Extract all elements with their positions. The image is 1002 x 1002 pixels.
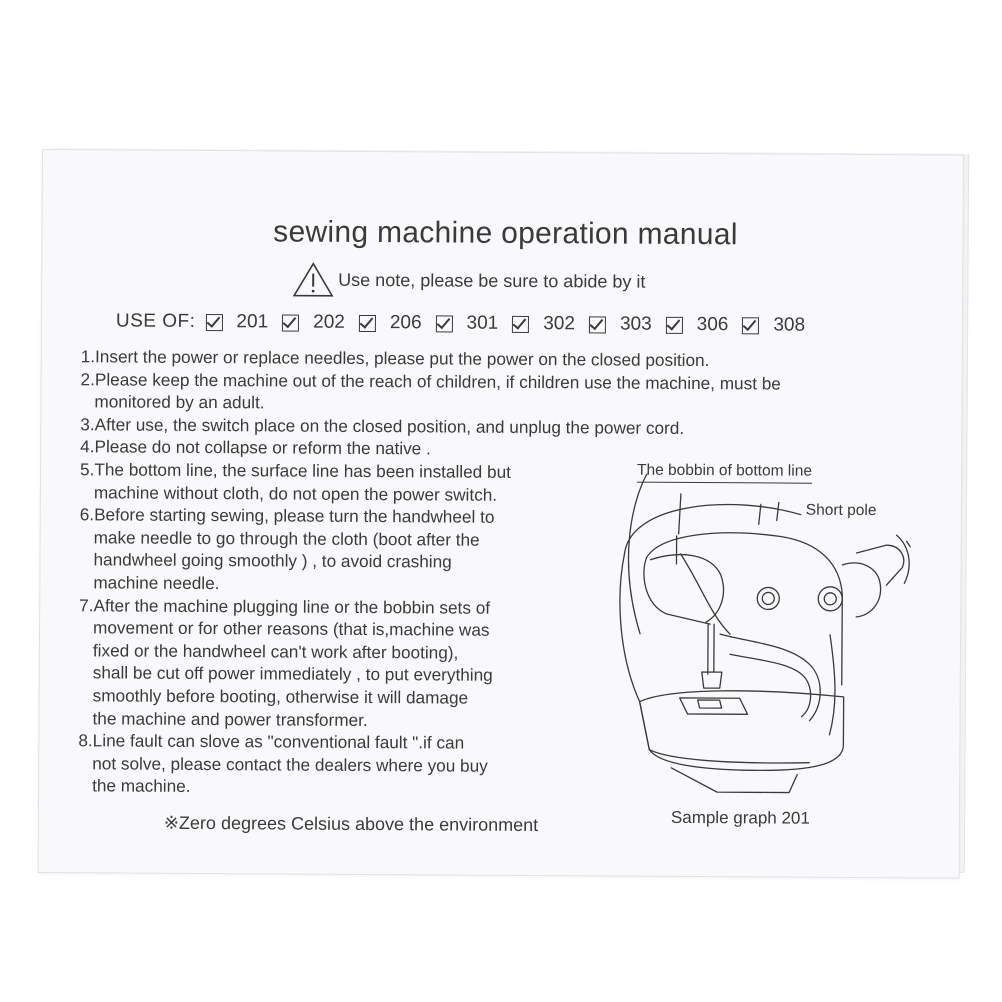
instruction-line: the machine and power transformer. <box>92 707 368 730</box>
checked-box-icon <box>512 315 529 332</box>
instruction-line: make needle to go through the cloth (boot after the <box>93 527 480 550</box>
model-number: 302 <box>543 313 576 335</box>
instruction-line: not solve, please contact the dealers where you buy <box>92 753 488 776</box>
instruction-line: handwheel going smoothly ) , to avoid crashing <box>93 549 452 572</box>
model-number: 301 <box>466 312 499 334</box>
figure-caption: Sample graph 201 <box>670 807 810 828</box>
instruction-line: 4.Please do not collapse or reform the native . <box>80 436 431 459</box>
instruction-line: fixed or the handwheel can't work after booting), <box>92 640 459 663</box>
instruction-line: 5.The bottom line, the surface line has been installed but <box>79 459 512 482</box>
model-item <box>205 311 268 333</box>
instruction-line: 7.After the machine plugging line or the bobbin sets of <box>79 594 491 618</box>
instruction-line: machine without cloth, do not open the power switch. <box>93 481 498 505</box>
instruction-line: smoothly before booting, otherwise it will damage <box>92 685 469 708</box>
use-note-text: Use note, please be sure to abide by it <box>338 269 646 292</box>
model-number: 306 <box>696 314 729 336</box>
checked-box-icon <box>589 316 606 333</box>
model-item <box>666 314 729 336</box>
footnote: ※Zero degrees Celsius above the environment <box>163 812 539 836</box>
use-of-label: USE OF: <box>115 310 196 332</box>
model-item <box>742 314 805 336</box>
checked-box-icon <box>436 315 453 332</box>
model-item <box>359 312 422 334</box>
instruction-line: machine needle. <box>93 572 220 594</box>
short-pole-label: Short pole <box>805 501 877 520</box>
checked-box-icon <box>742 317 759 334</box>
instruction-line: 1.Insert the power or replace needles, please put the power on the closed position. <box>80 346 710 371</box>
manual-sheet <box>38 149 964 879</box>
model-number: 308 <box>773 314 806 336</box>
model-number: 202 <box>313 311 345 333</box>
manual-title: sewing machine operation manual <box>273 215 738 252</box>
model-item <box>435 312 498 334</box>
checked-box-icon <box>666 316 683 333</box>
instruction-line: movement or for other reasons (that is,machine was <box>93 617 490 640</box>
model-item <box>282 311 345 333</box>
bobbin-label: The bobbin of bottom line <box>637 462 812 484</box>
checked-box-icon <box>205 314 222 331</box>
instruction-left-column <box>78 458 620 800</box>
instruction-line: 2.Please keep the machine out of the reach of children, if children use the machine, must be <box>80 368 781 394</box>
model-item <box>589 313 652 335</box>
instruction-line: 8.Line fault can slove as "conventional fault ".if can <box>78 730 465 753</box>
use-note-row <box>292 262 645 300</box>
model-item <box>512 313 575 335</box>
instruction-line: monitored by an adult. <box>94 391 265 413</box>
model-number: 303 <box>619 313 652 335</box>
instruction-line: shall be cut off power immediately , to put everything <box>92 662 493 686</box>
instruction-line: 6.Before starting sewing, please turn the handwheel to <box>79 504 495 527</box>
checked-box-icon <box>359 314 376 331</box>
warning-triangle-icon <box>292 262 334 298</box>
model-number: 206 <box>389 312 422 334</box>
instruction-line: 3.After use, the switch place on the closed position, and unplug the power cord. <box>80 414 685 438</box>
instruction-line: the machine. <box>92 775 191 797</box>
model-number: 201 <box>236 311 269 333</box>
sewing-machine-illustration <box>609 473 911 795</box>
use-of-row <box>116 310 819 336</box>
checked-box-icon <box>282 314 299 331</box>
